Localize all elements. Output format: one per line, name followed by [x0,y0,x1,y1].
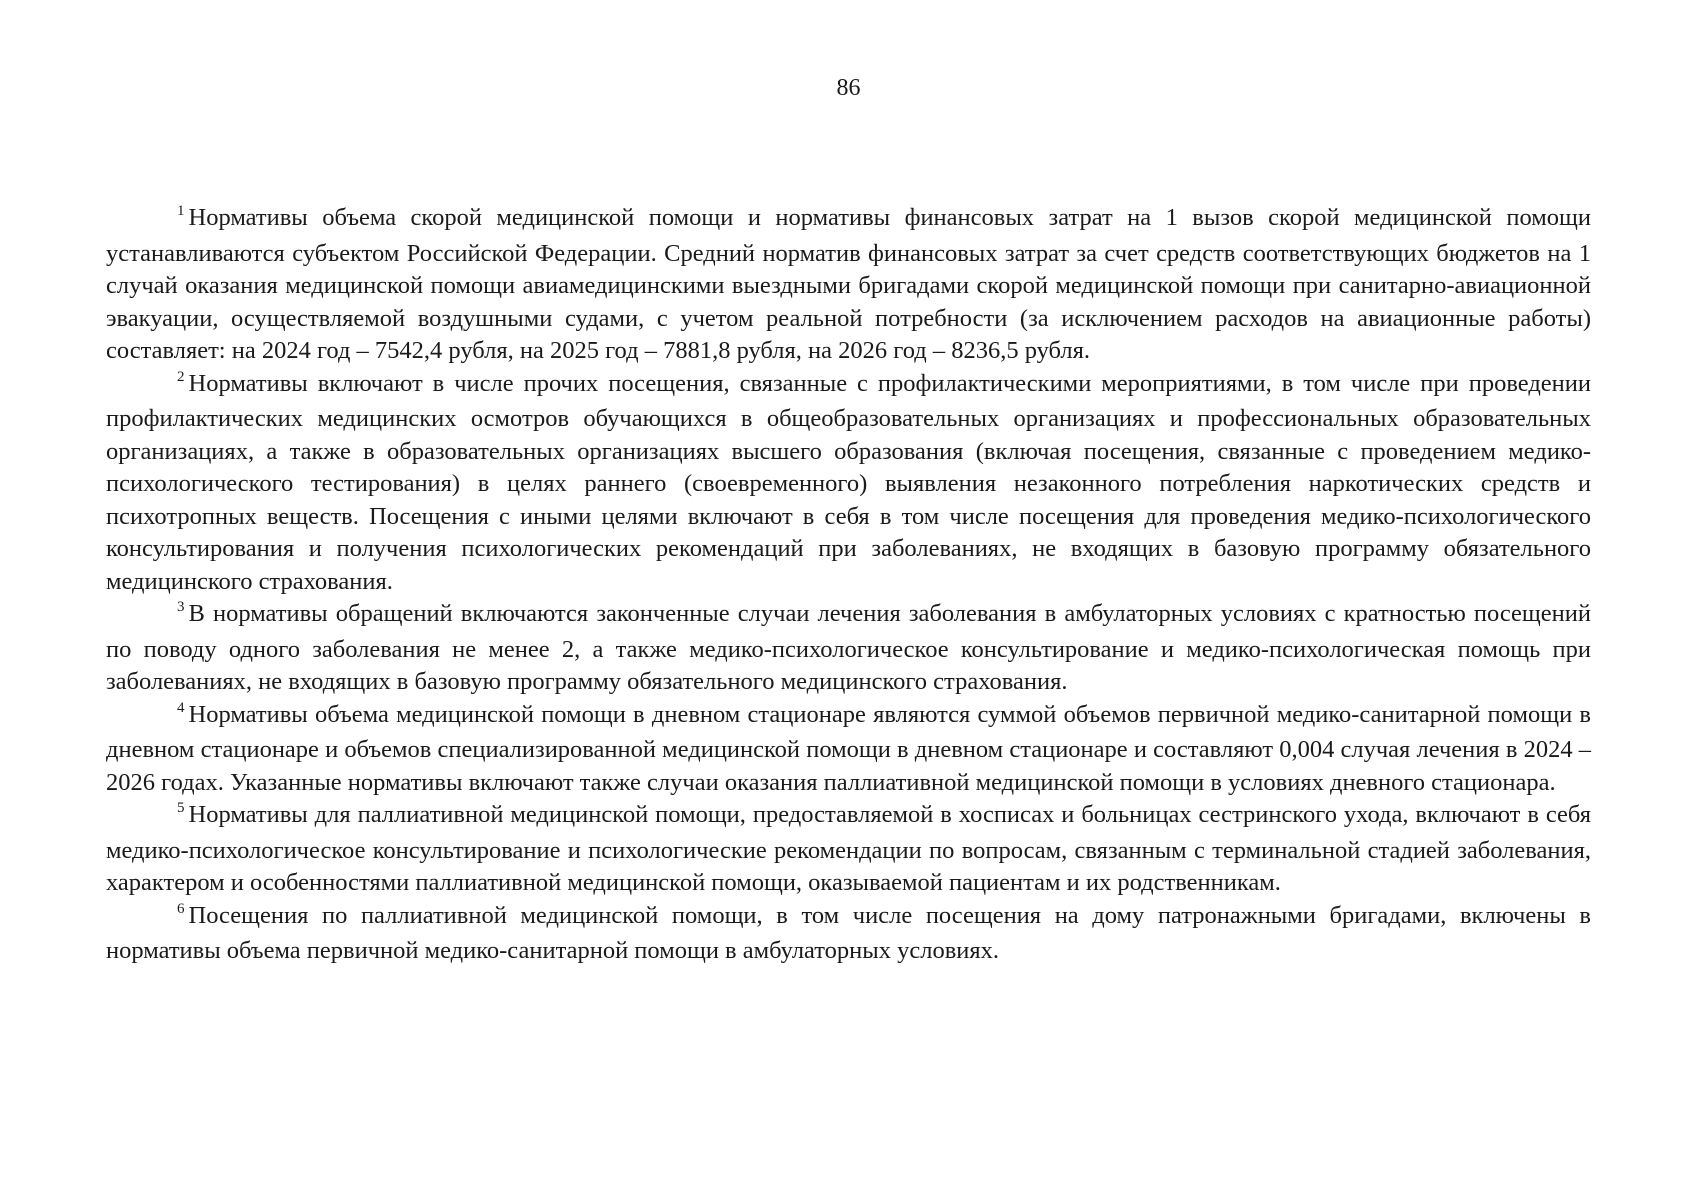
footnote-4 [106,699,1591,800]
footnote-marker: 3 [177,599,185,615]
footnote-text: Нормативы включают в числе прочих посещения, связанные с профилактическими мероприятиями, в том числе при проведении профилактических медицинских осмотров обучающихся в общеобразовательных организациях и профессиональных образовательных организациях, а также в образовательных организациях высшего образования (включая посещения, связанные с проведением медико-психологического тестирования) в целях раннего (своевременного) выявления незаконного потребления наркотических средств и психотропных веществ. Посещения с иными целями включают в себя в том числе посещения для проведения медико-психологического консультирования и получения психологических рекомендаций при заболеваниях, не входящих в базовую программу обязательного медицинского страхования. [106,369,1591,595]
footnotes-section [106,202,1591,968]
footnote-5 [106,799,1591,900]
footnote-1 [106,202,1591,368]
footnote-text: В нормативы обращений включаются законченные случаи лечения заболевания в амбулаторных условиях с кратностью посещений по поводу одного заболевания не менее 2, а также медико-психологическое консультирование и медико-психологическая помощь при заболеваниях, не входящих в базовую программу обязательного медицинского страхования. [106,600,1591,695]
footnote-text: Посещения по паллиативной медицинской помощи, в том числе посещения на дому патронажными бригадами, включены в нормативы объема первичной медико-санитарной помощи в амбулаторных условиях. [106,901,1591,964]
footnote-text: Нормативы объема скорой медицинской помощи и нормативы финансовых затрат на 1 вызов скорой медицинской помощи устанавливаются субъектом Российской Федерации. Средний норматив финансовых затрат за счет средств соответствующих бюджетов на 1 случай оказания медицинской помощи авиамедицинскими выездными бригадами скорой медицинской помощи при санитарно-авиационной эвакуации, осуществляемой воздушными судами, с учетом реальной потребности (за исключением расходов на авиационные работы) составляет: на 2024 год – 7542,4 рубля, на 2025 год – 7881,8 рубля, на 2026 год – 8236,5 рубля. [106,204,1591,364]
footnote-marker: 1 [177,203,185,219]
footnote-text: Нормативы для паллиативной медицинской помощи, предоставляемой в хосписах и больницах сестринского ухода, включают в себя медико-психологическое консультирование и психологические рекомендации по вопросам, связанным с терминальной стадией заболевания, характером и особенностями паллиативной медицинской помощи, оказываемой пациентам и их родственникам. [106,801,1591,896]
footnote-3 [106,598,1591,699]
footnote-marker: 6 [177,900,185,917]
footnote-2 [106,368,1591,599]
footnote-marker: 4 [177,699,185,716]
page-number: 86 [836,75,861,101]
footnote-marker: 2 [177,368,185,385]
footnote-6 [106,900,1591,968]
footnote-marker: 5 [177,800,185,816]
footnote-text: Нормативы объема медицинской помощи в дневном стационаре являются суммой объемов первичной медико-санитарной помощи в дневном стационаре и объемов специализированной медицинской помощи в дневном стационаре и составляют 0,004 случая лечения в 2024 – 2026 годах. Указанные нормативы включают также случаи оказания паллиативной медицинской помощи в условиях дневного стационара. [106,700,1591,796]
